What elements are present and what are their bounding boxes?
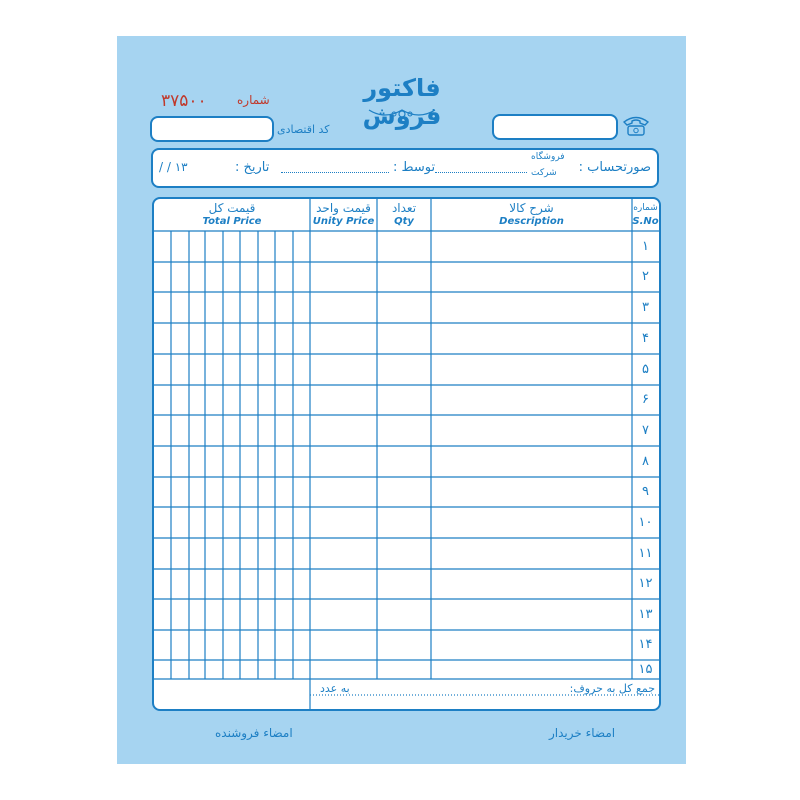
row-number: ۱۲	[638, 576, 653, 591]
header-total-price: قیمت کل Total Price	[202, 201, 262, 227]
row-number: ۱۴	[638, 637, 653, 652]
row-number: ۸	[642, 454, 649, 469]
header-unit-price: قیمت واحد Unity Price	[312, 201, 375, 227]
items-table	[152, 197, 661, 711]
ornament-icon	[367, 104, 437, 122]
bill-to-label: صورتحساب :	[578, 160, 651, 175]
phone-field[interactable]	[492, 114, 618, 140]
date-label: تاریخ :	[235, 160, 270, 175]
row-number: ۱۰	[638, 515, 653, 530]
total-in-words-label: جمع کل به حروف:	[569, 682, 655, 695]
telephone-icon	[621, 115, 651, 137]
row-number: ۶	[642, 392, 649, 407]
row-number: ۴	[642, 331, 649, 346]
by-line[interactable]	[281, 172, 389, 173]
row-number: ۱۱	[638, 546, 653, 561]
serial-number: ۳۷۵۰۰	[161, 91, 207, 111]
total-in-digits-label: به عدد	[320, 682, 350, 695]
date-value[interactable]: ۱۳ / /	[159, 160, 188, 174]
buyer-signature-label: امضاء خریدار	[549, 726, 616, 740]
economic-code-label: کد اقتصادی	[277, 123, 330, 136]
row-number: ۵	[642, 362, 649, 377]
seller-signature-label: امضاء فروشنده	[215, 726, 293, 740]
row-number: ۳	[642, 300, 649, 315]
invoice-sheet	[117, 36, 686, 764]
row-number: ۷	[642, 423, 649, 438]
company-label: شرکت	[531, 168, 557, 178]
row-number: ۱	[642, 239, 649, 254]
invoice-title: فاکتور فروش	[362, 74, 442, 130]
row-number: ۱۳	[638, 607, 653, 622]
serial-number-label: شماره	[237, 93, 270, 107]
billing-box	[151, 148, 659, 188]
row-number: ۲	[642, 269, 649, 284]
header-sno: شماره S.No	[632, 203, 659, 227]
by-label: توسط :	[393, 160, 436, 175]
table-grid	[154, 199, 659, 709]
store-label: فروشگاه	[531, 152, 565, 162]
header-qty: تعداد Qty	[391, 201, 417, 227]
row-number: ۹	[642, 484, 649, 499]
economic-code-field[interactable]	[150, 116, 274, 142]
row-number: ۱۵	[638, 662, 653, 677]
header-description: شرح کالا Description	[499, 201, 564, 227]
bill-to-line[interactable]	[435, 172, 527, 173]
